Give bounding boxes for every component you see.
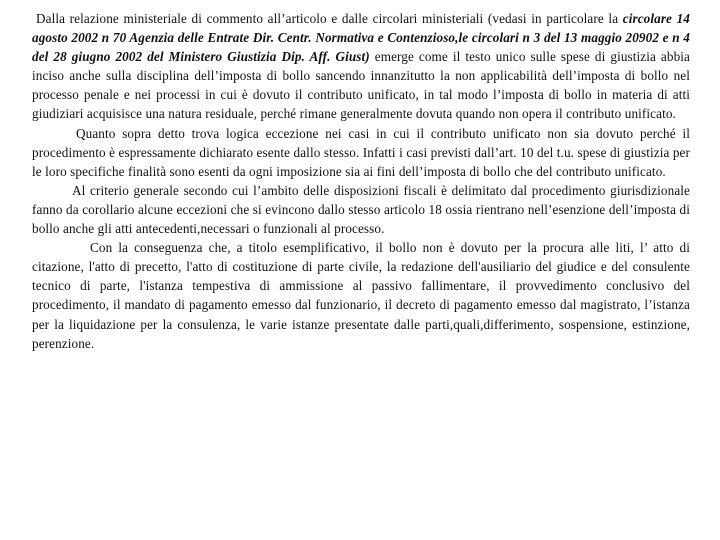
paragraph-text: Quanto sopra detto trova logica eccezione nei casi in cui il contributo unificato non sia dovuto perché il procedimento è espressamente dichiarato esente dallo stesso. Infatti i casi previsti dall’art. 10 del t.u. spese di giustizia per le loro specifiche finalità sono esenti da ogni imposizione sia ai fini dell’imposta di bollo che del contributo unificato. xyxy=(32,125,690,179)
paragraph-text: emerge come il testo unico sulle spese di giustizia abbia inciso anche sulla disciplina dell’imposta di bollo sancendo innanzitutto la non applicabilità dell’imposta di bollo nel processo penale e nei processi in cui è dovuto il contributo unificato, in tal modo l’imposta di bollo in materia di atti giudiziari acquisisce una natura residuale, perché rimane generalmente dovuta quando non opera il contributo unificato. xyxy=(32,49,690,122)
paragraph-exception xyxy=(32,124,690,181)
paragraph-text: Con la conseguenza che, a titolo esemplificativo, il bollo non è dovuto per la procura alle liti, l’ atto di citazione, l'atto di precetto, l'atto di costituzione di parte civile, la redazione dell'ausiliario del giudice e del consulente tecnico di parte, l'istanza tempestiva di ammissione al passivo fallimentare, il provvedimento conclusivo del procedimento, il mandato di pagamento emesso dal funzionario, il decreto di pagamento emesso dal magistrato, l’istanza per la liquidazione per la consulenza, le varie istanze presentate dalle parti,quali,differimento, sospensione, estinzione, perenzione. xyxy=(32,240,690,351)
document-body xyxy=(32,9,690,353)
paragraph-intro xyxy=(32,9,690,124)
paragraph-text: Dalla relazione ministeriale di commento all’articolo e dalle circolari ministeriali (vedasi in particolare la xyxy=(36,11,623,26)
paragraph-text: Al criterio generale secondo cui l’ambito delle disposizioni fiscali è delimitato dal procedimento giurisdizionale fanno da corollario alcune eccezioni che si evincono dallo stesso articolo 18 ossia rientrano nell’esenzione dell’imposta di bollo anche gli atti antecedenti,necessari o funzionali al processo. xyxy=(32,182,690,237)
paragraph-general-criterion xyxy=(32,181,690,238)
paragraph-examples xyxy=(32,238,690,353)
circular-references: circolare 14 agosto 2002 n 70 Agenzia delle Entrate Dir. Centr. Normativa e Contenzioso,le circolari n 3 del 13 maggio 20902 e n 4 del 28 giugno 2002 del Ministero Giustizia Dip. Aff. Giust) xyxy=(32,11,690,65)
